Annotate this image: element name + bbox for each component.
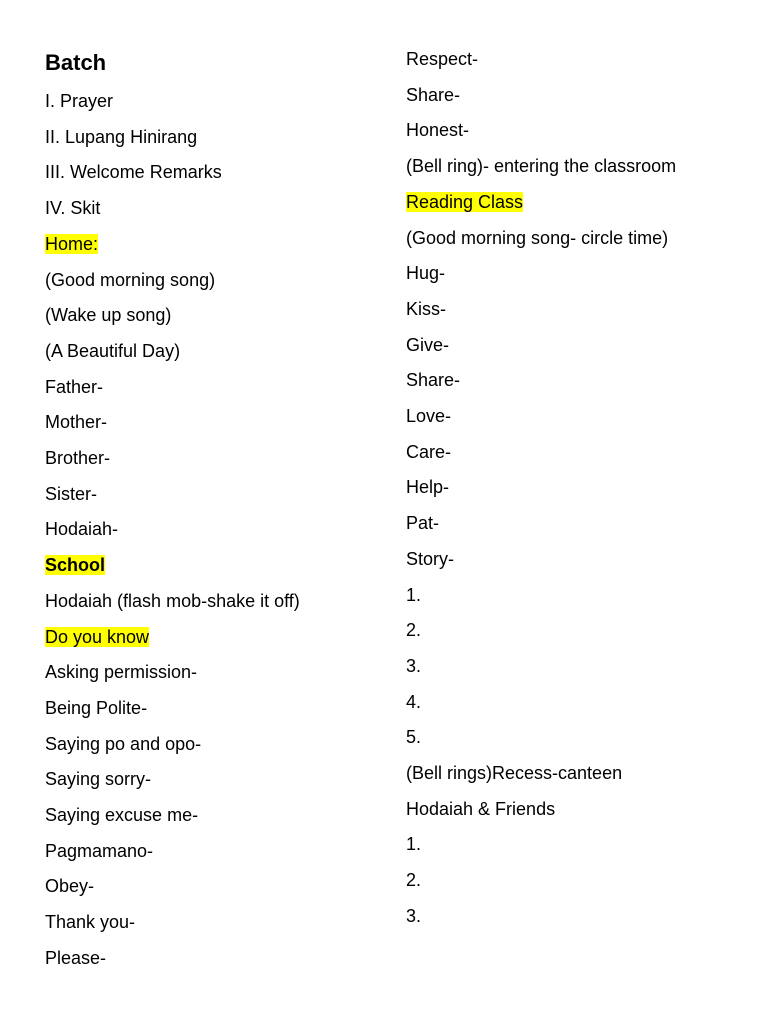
- document-line: [45, 197, 100, 219]
- document-line: [45, 269, 215, 291]
- highlighted-text: Home:: [45, 233, 99, 254]
- document-line: [406, 584, 421, 606]
- line-text: Give-: [406, 334, 450, 355]
- line-text: II. Lupang Hinirang: [45, 126, 198, 147]
- document-line: [45, 626, 149, 648]
- line-text: Mother-: [45, 412, 108, 433]
- document-line: [45, 804, 198, 826]
- document-line: [406, 191, 523, 213]
- document-line: [45, 483, 97, 505]
- line-text: Saying sorry-: [45, 769, 152, 790]
- document-line: [45, 304, 171, 326]
- document-line: [406, 334, 449, 356]
- line-text: Hug-: [406, 263, 446, 284]
- document-line: [406, 548, 454, 570]
- line-text: Kiss-: [406, 298, 446, 319]
- line-text: III. Welcome Remarks: [45, 162, 222, 183]
- line-text: Love-: [406, 406, 452, 426]
- line-text: Saying excuse me-: [45, 805, 199, 825]
- document-line: [406, 405, 451, 427]
- document-line: [406, 262, 445, 284]
- line-text: Brother-: [45, 448, 111, 468]
- line-text: Pagmamano-: [45, 840, 154, 861]
- document-line: [45, 554, 105, 576]
- line-text: 1.: [406, 834, 422, 855]
- line-text: 2.: [406, 620, 422, 641]
- document-line: [406, 119, 469, 141]
- line-text: Help-: [406, 477, 450, 498]
- document-line: [406, 619, 421, 641]
- line-text: 5.: [406, 727, 422, 748]
- document-line: [45, 376, 103, 398]
- document-line: [406, 762, 622, 784]
- line-text: Saying po and opo-: [45, 733, 202, 754]
- document-line: [45, 90, 113, 112]
- line-text: 4.: [406, 691, 422, 712]
- line-text: Pat-: [406, 513, 440, 534]
- line-text: (Good morning song): [45, 269, 216, 290]
- line-text: Please-: [45, 947, 107, 968]
- document-line: [406, 655, 421, 677]
- highlighted-text: Reading Class: [406, 191, 524, 212]
- document-line: [406, 227, 668, 249]
- document-line: [406, 869, 421, 891]
- line-text: Asking permission-: [45, 662, 198, 683]
- line-text: 3.: [406, 905, 422, 926]
- line-text: Respect-: [406, 49, 479, 69]
- document-line: [45, 518, 118, 540]
- document-line: [45, 340, 180, 362]
- document-title: Batch: [45, 50, 107, 75]
- document-line: [406, 726, 421, 748]
- document-line: [406, 798, 555, 820]
- document-line: [45, 233, 98, 255]
- document-line: [406, 833, 421, 855]
- document-line: [45, 697, 147, 719]
- document-line: [45, 590, 300, 612]
- line-text: Hodaiah-: [45, 519, 119, 540]
- document-line: [45, 947, 106, 969]
- document-line: [45, 733, 201, 755]
- document-line: [406, 512, 439, 534]
- document-line: [45, 161, 222, 183]
- document-line: [406, 905, 421, 927]
- document-line: [45, 126, 197, 148]
- line-text: 2.: [406, 870, 422, 891]
- line-text: Hodaiah & Friends: [406, 798, 556, 819]
- highlighted-text: School: [45, 555, 106, 576]
- line-text: Care-: [406, 441, 452, 462]
- line-text: 1.: [406, 584, 422, 605]
- document-line: [45, 768, 151, 790]
- highlighted-text: Do you know: [45, 626, 150, 647]
- line-text: (Bell rings)Recess-canteen: [406, 763, 623, 783]
- line-text: Being Polite-: [45, 697, 148, 718]
- line-text: I. Prayer: [45, 91, 114, 111]
- document-line: [45, 661, 197, 683]
- line-text: Hodaiah (flash mob-shake it off): [45, 590, 300, 611]
- line-text: (Wake up song): [45, 305, 172, 326]
- document-line: [45, 447, 110, 469]
- document-line: [406, 691, 421, 713]
- document-line: [45, 411, 107, 433]
- line-text: Share-: [406, 84, 461, 105]
- line-text: IV. Skit: [45, 198, 101, 219]
- line-text: Obey-: [45, 876, 95, 897]
- document-line: [406, 476, 449, 498]
- document-line: [406, 441, 451, 463]
- line-text: Father-: [45, 376, 104, 397]
- line-text: Honest-: [406, 120, 470, 141]
- line-text: (A Beautiful Day): [45, 340, 181, 361]
- document-line: [406, 155, 676, 177]
- line-text: Thank you-: [45, 912, 136, 933]
- document-line: [406, 84, 460, 106]
- line-text: (Bell ring)- entering the classroom: [406, 156, 677, 177]
- document-line: [45, 875, 94, 897]
- line-text: (Good morning song- circle time): [406, 227, 669, 248]
- document-line: [406, 298, 446, 320]
- line-text: Story-: [406, 548, 455, 569]
- line-text: Share-: [406, 370, 461, 391]
- document-line: [406, 369, 460, 391]
- document-line: [45, 840, 153, 862]
- line-text: Sister-: [45, 483, 98, 504]
- document-line: [406, 48, 478, 70]
- document-line: [45, 911, 135, 933]
- line-text: 3.: [406, 655, 422, 676]
